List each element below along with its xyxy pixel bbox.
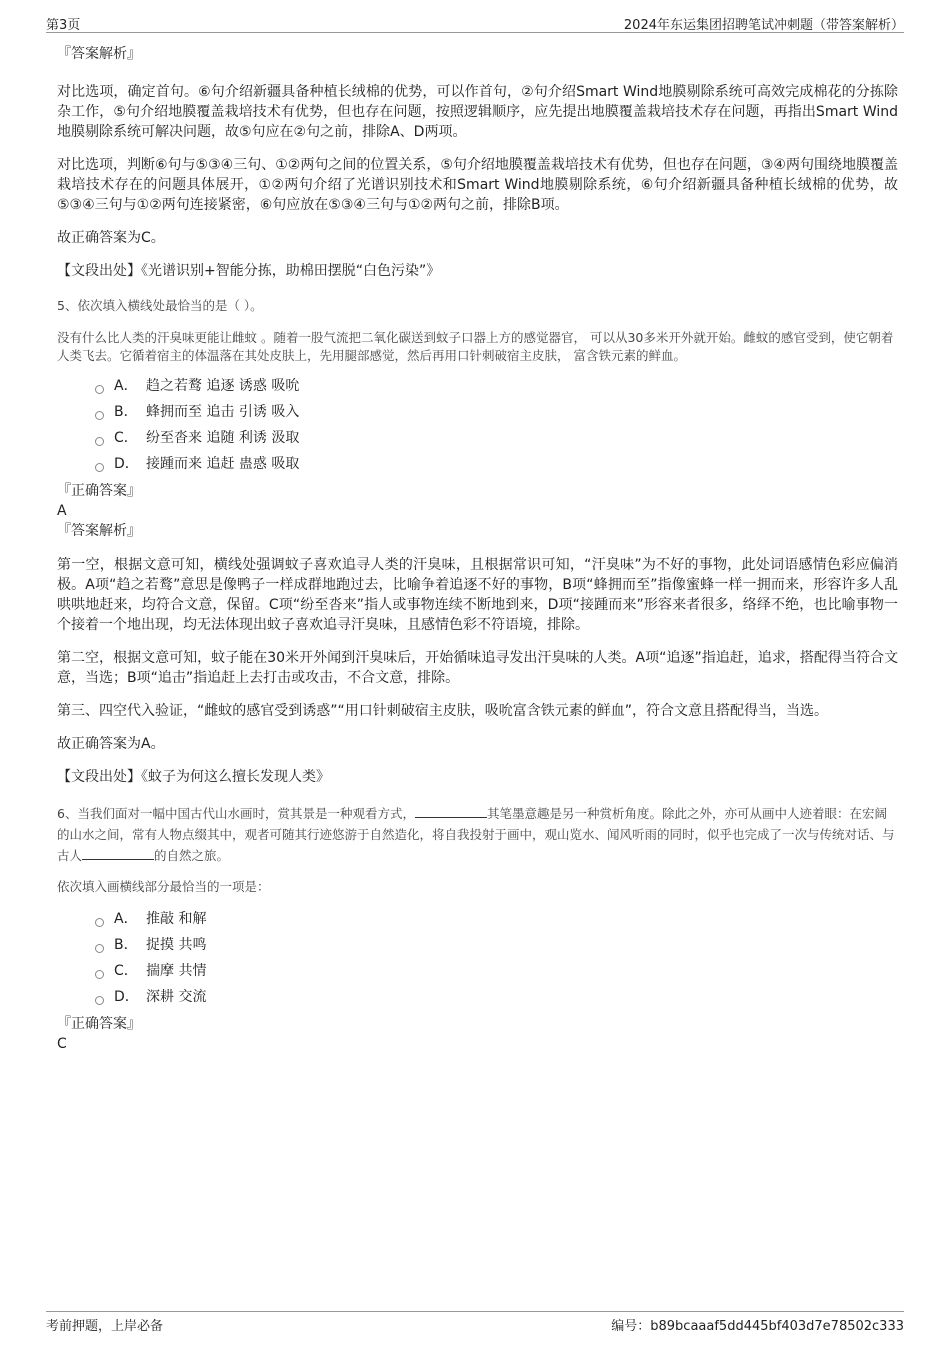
page-number: 第3页 <box>46 18 81 33</box>
page-footer <box>46 1311 904 1335</box>
conclusion: 故正确答案为A。 <box>57 736 165 752</box>
option-a[interactable]: A． 推敲 和解 <box>95 906 898 932</box>
radio-button[interactable] <box>95 411 104 420</box>
document-title: 2024年东运集团招聘笔试冲刺题（带答案解析） <box>623 18 904 33</box>
correct-answer: C <box>57 1036 67 1052</box>
source-citation: 【文段出处】《光谱识别+智能分拣，助棉田摆脱“白色污染”》 <box>57 263 441 279</box>
question-6-prompt: 依次填入画横线部分最恰当的一项是： <box>57 879 270 894</box>
option-c[interactable]: C． 纷至沓来 追随 利诱 汲取 <box>95 425 898 451</box>
analysis-heading: 『答案解析』 <box>57 46 141 62</box>
footer-slogan: 考前押题，上岸必备 <box>46 1319 164 1334</box>
analysis-paragraph: 对比选项，判断⑥句与⑤③④三句、①②两句之间的位置关系，⑤句介绍地膜覆盖栽培技术有优势，但也存在问题，③④两句围绕地膜覆盖栽培技术存在的问题具体展开，①②两句介绍了光谱识别技术和Smart Wind地膜剔除系统，⑥句介绍新疆具备种植长绒棉的优势，故⑤③④三句与①②两句连接紧密，⑥句应放在⑤③④三句与①②两句之前，排除B项。 <box>57 157 898 213</box>
analysis-paragraph: 对比选项，确定首句。⑥句介绍新疆具备种植长绒棉的优势，可以作首句，②句介绍Smart Wind地膜剔除系统可高效完成棉花的分拣除杂工作，⑤句介绍地膜覆盖栽培技术有优势，但也存在问题，按照逻辑顺序，应先提出地膜覆盖栽培技术存在问题，再指出Smart Wind地膜剔除系统可解决问题，故⑤句应在②句之前，排除A、D两项。 <box>57 84 898 140</box>
correct-answer: A <box>57 503 67 519</box>
analysis-paragraph: 第三、四空代入验证，“雌蚊的感官受到诱惑”“用口针刺破宿主皮肤，吸吮富含铁元素的鲜血”，符合文意且搭配得当，当选。 <box>57 703 829 719</box>
option-b[interactable]: B． 蜂拥而至 追击 引诱 吸入 <box>95 399 898 425</box>
option-c[interactable]: C． 揣摩 共情 <box>95 958 898 984</box>
option-b[interactable]: B． 捉摸 共鸣 <box>95 932 898 958</box>
answer-heading: 『正确答案』 <box>57 1016 141 1032</box>
option-a[interactable]: A． 趋之若鹜 追逐 诱惑 吸吮 <box>95 373 898 399</box>
radio-button[interactable] <box>95 437 104 446</box>
analysis-paragraph: 第二空，根据文意可知，蚊子能在30米开外闻到汗臭味后，开始循味追寻发出汗臭味的人类。A项“追逐”指追赶，追求，搭配得当符合文意，当选；B项“追击”指追赶上去打击或攻击，不合文意，排除。 <box>57 650 898 686</box>
answer-heading: 『正确答案』 <box>57 483 141 499</box>
question-5-stem: 没有什么比人类的汗臭味更能让雌蚊 。随着一股气流把二氧化碳送到蚊子口器上方的感觉器官， 可以从30多米开外就开始。雌蚊的感官受到，使它朝着人类飞去。它循着宿主的体温落在其处皮肤上，先用腿部感觉，然后再用口针刺破宿主皮肤， 富含铁元素的鲜血。 <box>57 330 894 363</box>
radio-button[interactable] <box>95 944 104 953</box>
radio-button[interactable] <box>95 918 104 927</box>
option-d[interactable]: D． 接踵而来 追赶 蛊惑 吸取 <box>95 451 898 477</box>
radio-button[interactable] <box>95 463 104 472</box>
analysis-paragraph: 第一空，根据文意可知，横线处强调蚊子喜欢追寻人类的汗臭味，且根据常识可知，“汗臭味”为不好的事物，此处词语感情色彩应偏消极。A项“趋之若鹜”意思是像鸭子一样成群地跑过去，比喻争着追逐不好的事物，B项“蜂拥而至”指像蜜蜂一样一拥而来，形容许多人乱哄哄地赶来，均符合文意，保留。C项“纷至沓来”指人或事物连续不断地到来，D项“接踵而来”形容来者很多，络绎不绝，也比喻事物一个接着一个地出现，均无法体现出蚊子喜欢追寻汗臭味，且感情色彩不符语境，排除。 <box>57 557 898 633</box>
page-header <box>46 14 904 33</box>
radio-button[interactable] <box>95 385 104 394</box>
conclusion: 故正确答案为C。 <box>57 230 165 246</box>
document-id: 编号：b89bcaaaf5dd445bf403d7e78502c333 <box>611 1319 904 1334</box>
source-citation: 【文段出处】《蚊子为何这么擅长发现人类》 <box>57 769 330 785</box>
question-6-options <box>95 906 898 1010</box>
radio-button[interactable] <box>95 970 104 979</box>
question-6: 6、当我们面对一幅中国古代山水画时，赏其景是一种观看方式， 其笔墨意趣是另一种赏析角度。除此之外，亦可从画中人迹着眼：在宏阔的山水之间，常有人物点缀其中，观者可随其行迹悠游于自然造化，将自我投射于画中，观山览水、闻风听雨的同时，似乎也完成了一次与传统对话、与古人 的自然之旅。 <box>57 806 895 863</box>
page-content <box>57 44 898 1054</box>
question-5-options <box>95 373 898 477</box>
blank-line <box>82 847 154 860</box>
option-d[interactable]: D． 深耕 交流 <box>95 984 898 1010</box>
blank-line <box>415 805 487 818</box>
question-5: 5、依次填入横线处最恰当的是（ ）。 <box>57 298 263 313</box>
analysis-heading: 『答案解析』 <box>57 523 141 539</box>
radio-button[interactable] <box>95 996 104 1005</box>
